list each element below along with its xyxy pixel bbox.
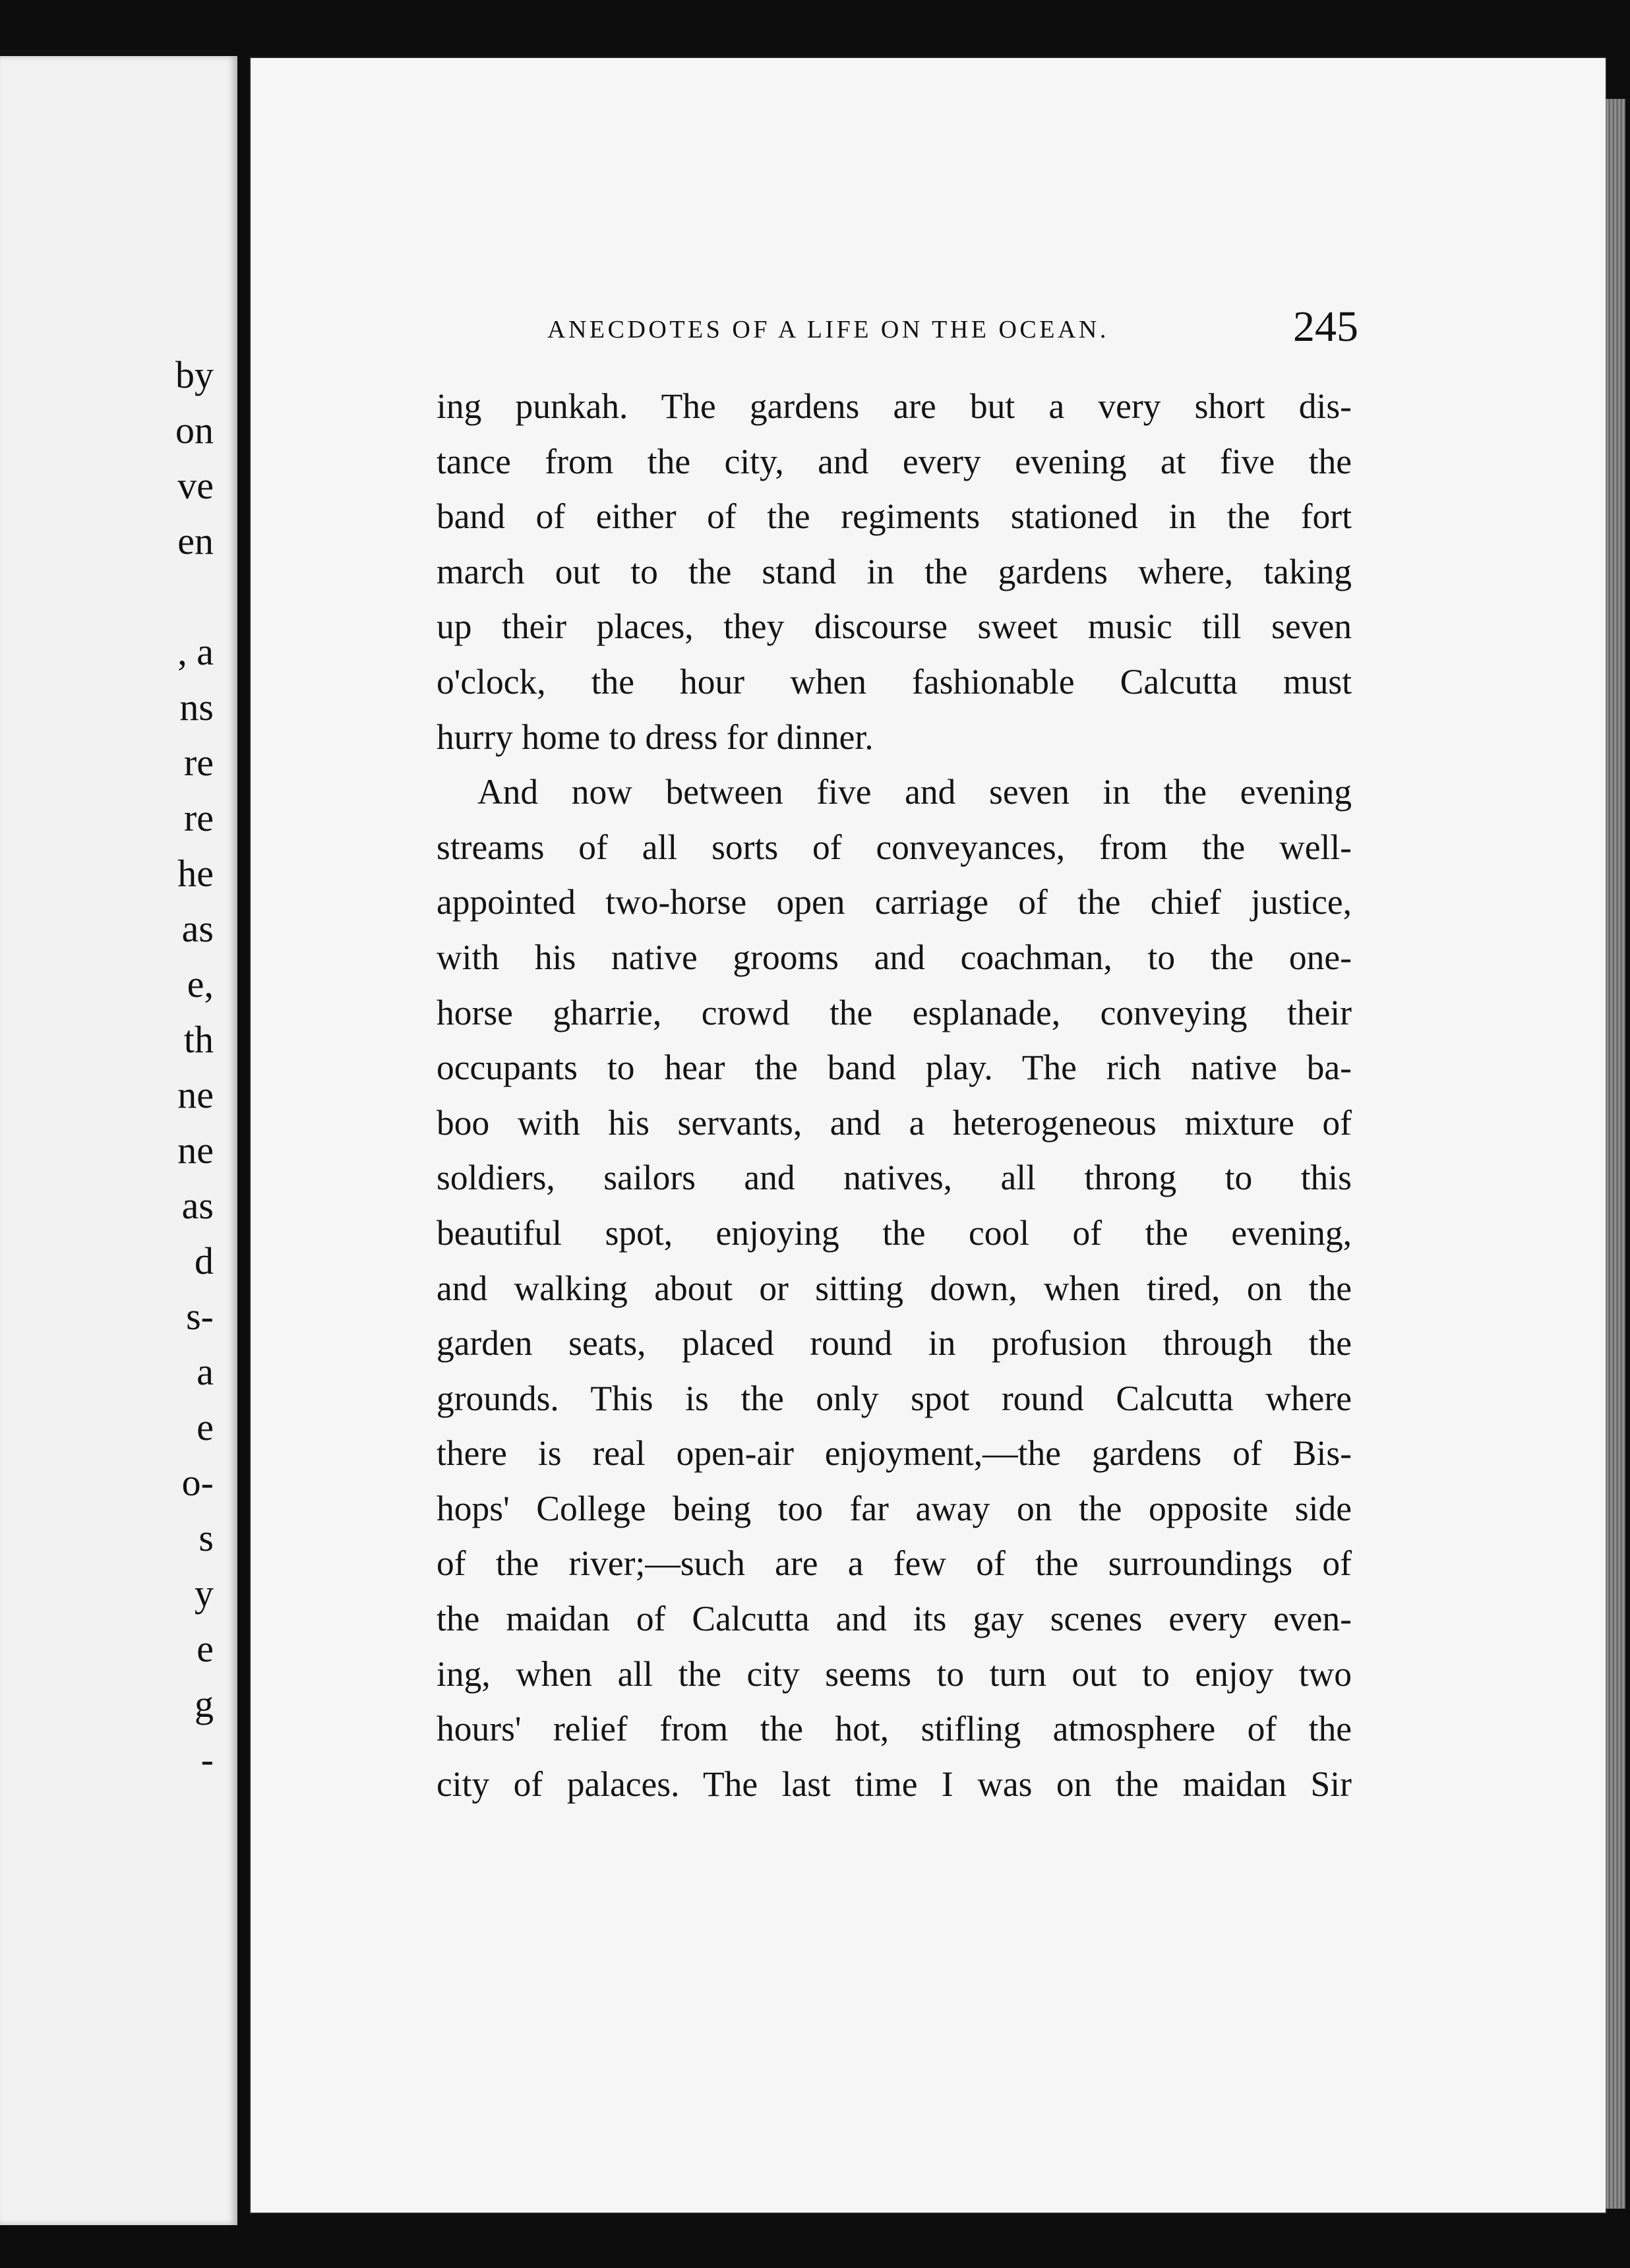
facing-page-text: a [196,1350,214,1393]
text-line: ing punkah. The gardens are but a very short dis- [437,386,1352,426]
facing-page-fragment [0,56,237,2225]
text-line: with his native grooms and coachman, to the one- [437,937,1352,977]
text-line: hurry home to dress for dinner. [437,717,874,757]
text-line: up their places, they discourse sweet music till seven [437,607,1352,647]
text-line: And now between five and seven in the evening [477,772,1352,812]
text-line: march out to the stand in the gardens where, taking [437,551,1352,591]
facing-page-text: o- [181,1461,214,1504]
facing-page-text: th [183,1018,214,1061]
running-title: ANECDOTES OF A LIFE ON THE OCEAN. [547,316,1109,343]
running-head [547,302,1358,351]
text-line: and walking about or sitting down, when tired, on the [437,1268,1352,1308]
text-line: occupants to hear the band play. The rich native ba- [437,1048,1352,1088]
text-line: of the river;—such are a few of the surroundings of [437,1543,1352,1584]
paragraph [437,765,1352,1812]
text-line: hours' relief from the hot, stifling atmosphere of the [437,1709,1352,1749]
facing-page-text: ne [177,1129,214,1172]
facing-page-text: g [195,1683,214,1725]
facing-page-text: as [181,907,214,950]
facing-page-text: ns [179,686,214,729]
page-edge [1606,99,1625,2209]
facing-page-text: e [196,1627,214,1670]
facing-page-text: y [195,1572,214,1615]
page-number: 245 [1293,303,1358,351]
facing-page-text: e [196,1406,214,1448]
paragraph [437,379,1352,765]
facing-page-text: s- [186,1295,214,1338]
text-line: soldiers, sailors and natives, all throng to this [437,1158,1352,1198]
text-line: horse gharrie, crowd the esplanade, conveying their [437,992,1352,1032]
facing-page-text: d [195,1239,214,1282]
text-line: garden seats, placed round in profusion through the [437,1323,1352,1363]
text-line: o'clock, the hour when fashionable Calcutta must [437,661,1352,701]
facing-page-text: - [200,1738,214,1781]
text-line: boo with his servants, and a heterogeneous mixture of [437,1102,1352,1143]
body-text [437,379,1352,1812]
text-line: the maidan of Calcutta and its gay scenes every even- [437,1599,1352,1639]
facing-page-text: ne [177,1073,214,1116]
text-line: hops' College being too far away on the opposite side [437,1488,1352,1528]
text-line: grounds. This is the only spot round Calcutta where [437,1378,1352,1418]
facing-page-text: he [177,852,214,895]
facing-page-text: e, [187,963,214,1005]
text-line: there is real open-air enjoyment,—the gardens of Bis- [437,1433,1352,1474]
facing-page-text: , a [177,630,214,673]
facing-page-text: re [183,741,214,784]
text-line: tance from the city, and every evening at five the [437,441,1352,481]
facing-page-text: on [175,409,214,452]
text-line: band of either of the regiments stationed in the fort [437,496,1352,537]
text-line: appointed two-horse open carriage of the chief justice, [437,882,1352,922]
facing-page-text: en [177,520,214,562]
text-line: beautiful spot, enjoying the cool of the evening, [437,1212,1352,1253]
facing-page-text: ve [177,464,214,507]
text-line: streams of all sorts of conveyances, from the well- [437,827,1352,867]
facing-page-text: s [198,1516,214,1559]
facing-page-text: re [183,796,214,839]
text-line: ing, when all the city seems to turn out to enjoy two [437,1654,1352,1694]
text-line: city of palaces. The last time I was on the maidan Sir [437,1764,1352,1804]
facing-page-text: as [181,1184,214,1227]
facing-page-text: by [175,353,214,396]
